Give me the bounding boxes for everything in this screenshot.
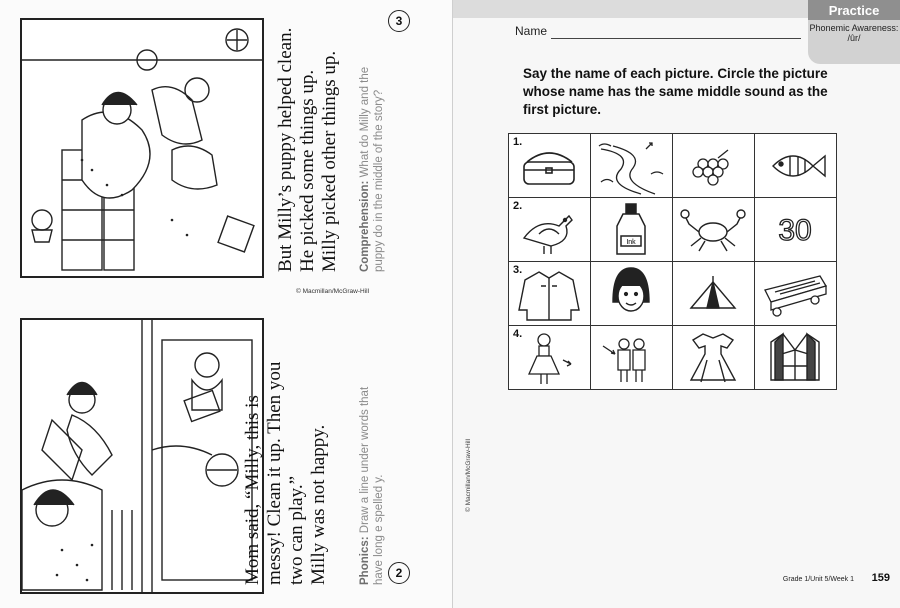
purse-icon[interactable] [509,134,591,198]
grapes-icon[interactable] [673,134,755,198]
crab-icon[interactable] [673,198,755,262]
page-number-badge: 3 [388,10,410,32]
story-line: Milly was not happy. [308,424,329,585]
practice-subtitle: Phonemic Awareness: [809,23,899,33]
row-number: 1. [513,136,523,148]
prompt-text: What do Milly and the [359,66,371,178]
table-row [509,326,837,390]
copyright-text: © Macmillan/McGraw-Hill [296,288,370,295]
phonics-prompt [358,325,386,585]
story-illustration-bottom [20,318,264,594]
page-number-badge: 2 [388,562,410,584]
prompt-label: Comprehension: [359,180,371,272]
train-icon[interactable] [755,262,837,326]
girl-face-icon[interactable] [591,262,673,326]
story-illustration-top [20,18,264,278]
dress-icon[interactable] [673,326,755,390]
story-text-top [275,12,341,272]
ink-label: Ink [626,239,636,246]
row-number: 4. [513,328,523,340]
table-row [509,134,837,198]
right-page [453,0,900,608]
prompt-text: Draw a line under words that [359,386,371,534]
vest-icon[interactable] [755,326,837,390]
copyright-text: © Macmillan/McGraw-Hill [465,438,472,512]
river-icon[interactable] [591,134,673,198]
bird-icon[interactable] [509,198,591,262]
girl-skirt-icon[interactable] [509,326,591,390]
thirty-label: 30 [778,214,812,247]
name-label: Name [515,24,548,38]
fish-icon[interactable] [755,134,837,198]
prompt-label: Phonics: [359,536,371,585]
shirt-icon[interactable] [509,262,591,326]
tent-icon[interactable] [673,262,755,326]
story-line: two can play.” [286,475,307,585]
story-line: Milly picked other things up. [319,50,340,272]
prompt-text: have long e spelled y. [373,474,385,585]
page-number: 159 [871,572,890,584]
name-field[interactable] [551,38,801,39]
row-number: 2. [513,200,523,212]
prompt-text: puppy do in the middle of the story? [373,89,385,272]
twins-icon[interactable] [591,326,673,390]
comprehension-prompt [358,12,386,272]
story-line: messy! Clean it up. Then you [264,361,285,585]
row-number: 3. [513,264,523,276]
story-line: He picked some things up. [297,69,318,272]
picture-grid [508,133,837,390]
footer-text: Grade 1/Unit 5/Week 1 [782,576,854,583]
instructions: Say the name of each picture. Circle the picture whose name has the same middle sound as the first picture. [523,66,828,117]
practice-badge [808,0,900,64]
story-text-bottom [242,315,330,585]
thirty-icon[interactable] [755,198,837,262]
practice-sound: /ûr/ [847,33,861,43]
story-line: Mom said, “Milly, this is [242,395,263,585]
story-line: But Milly’s puppy helped clean. [275,27,296,272]
table-row [509,262,837,326]
ink-bottle-icon[interactable] [591,198,673,262]
practice-title: Practice [808,0,900,20]
table-row [509,198,837,262]
